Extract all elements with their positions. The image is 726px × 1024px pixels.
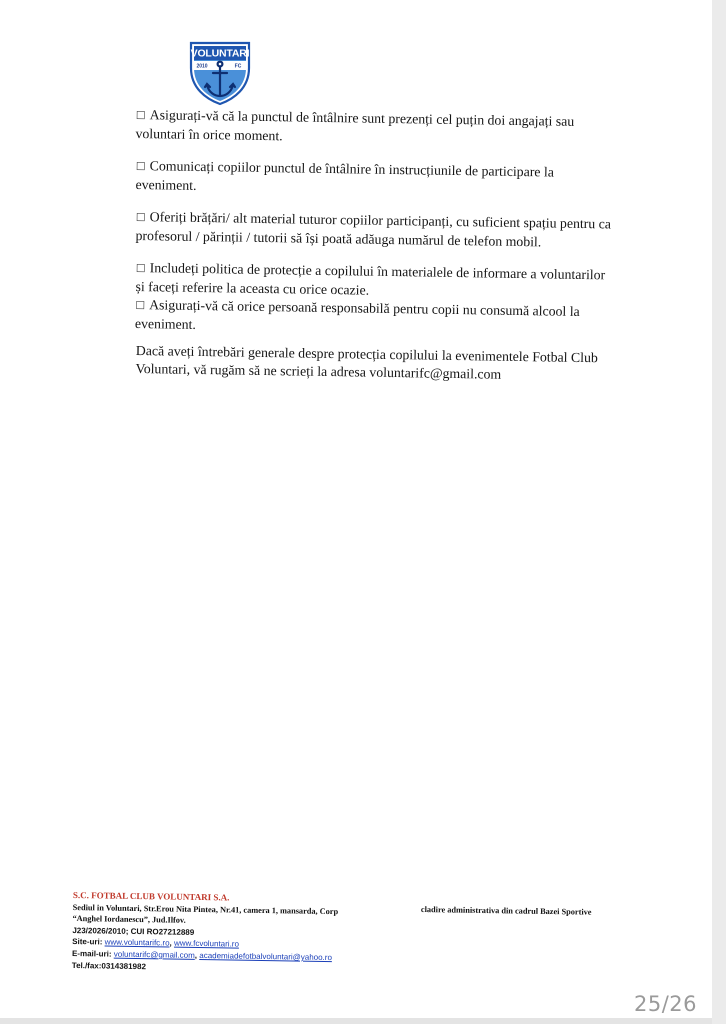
svg-text:FC: FC [234, 63, 242, 70]
website-link[interactable]: www.fcvoluntari.ro [173, 938, 240, 949]
checkbox-bullet-icon: ☐ [135, 159, 146, 174]
closing-paragraph: Dacă aveți întrebări generale despre protecția copilului la evenimentele Fotbal Club Voluntari, vă rugăm să ne scrieți la adresa voluntarifc@gmail.com [135, 342, 598, 382]
website-link[interactable]: www.voluntarifc.ro [104, 937, 170, 948]
footer-building-note: cladire administrativa din cadrul Bazei Sportive [420, 905, 592, 917]
emails-line: E-mail-uri: voluntarifc@gmail.com, academiadefotbalvoluntari@yahoo.ro [71, 948, 333, 963]
club-crest-logo [188, 40, 252, 106]
list-item-group: ☐ Includeți politica de protecție a copilului în materialele de informare a voluntarilor și faceți referire la aceasta cu orice ocazie. ☐ Asigurați-vă că orice persoană responsabilă pentru copii nu consumă alcool la eveniment. [134, 260, 606, 332]
email-link[interactable]: academiadefotbalvoluntari@yahoo.ro [199, 950, 333, 963]
letterhead-footer [72, 890, 413, 976]
company-name: S.C. FOTBAL CLUB VOLUNTARI S.A. [72, 890, 230, 903]
list-item: ☐ Oferiți brățări/ alt material tuturor copiilor participanți, cu suficient spațiu pentru ca profesorul / părinții / tutorii să își poată adăuga numărul de telefon mobil. [135, 209, 612, 250]
address-line: “Anghel Iordanescu”, Jud.Ilfov. [72, 914, 186, 925]
address-line: Sediul in Voluntari, Str.Erou Nita Pintea, Nr.41, camera 1, mansarda, Corp [72, 902, 339, 916]
checkbox-bullet-icon: ☐ [135, 298, 146, 313]
email-link[interactable]: voluntarifc@gmail.com [113, 949, 195, 960]
checkbox-bullet-icon: ☐ [135, 210, 146, 225]
phone-fax: Tel./fax:0314381982 [71, 960, 147, 971]
websites-line: Site-uri: www.voluntarifc.ro, www.fcvoluntari.ro [72, 937, 240, 949]
list-item: ☐ Asigurați-vă că la punctul de întâlnire sunt prezenți cel puțin doi angajați sau voluntari în orice moment. [135, 107, 575, 144]
svg-text:VOLUNTARI: VOLUNTARI [190, 47, 250, 60]
page-indicator: 25/26 [634, 992, 698, 1016]
viewer-page-edge [712, 0, 726, 1024]
list-item: ☐ Comunicați copiilor punctul de întâlnire în instrucțiunile de participare la eveniment. [135, 158, 555, 193]
checkbox-bullet-icon: ☐ [135, 261, 146, 276]
registration-numbers: J23/2026/2010; CUI RO27212889 [72, 925, 195, 937]
checkbox-bullet-icon: ☐ [135, 108, 146, 123]
svg-text:2010: 2010 [196, 63, 208, 70]
